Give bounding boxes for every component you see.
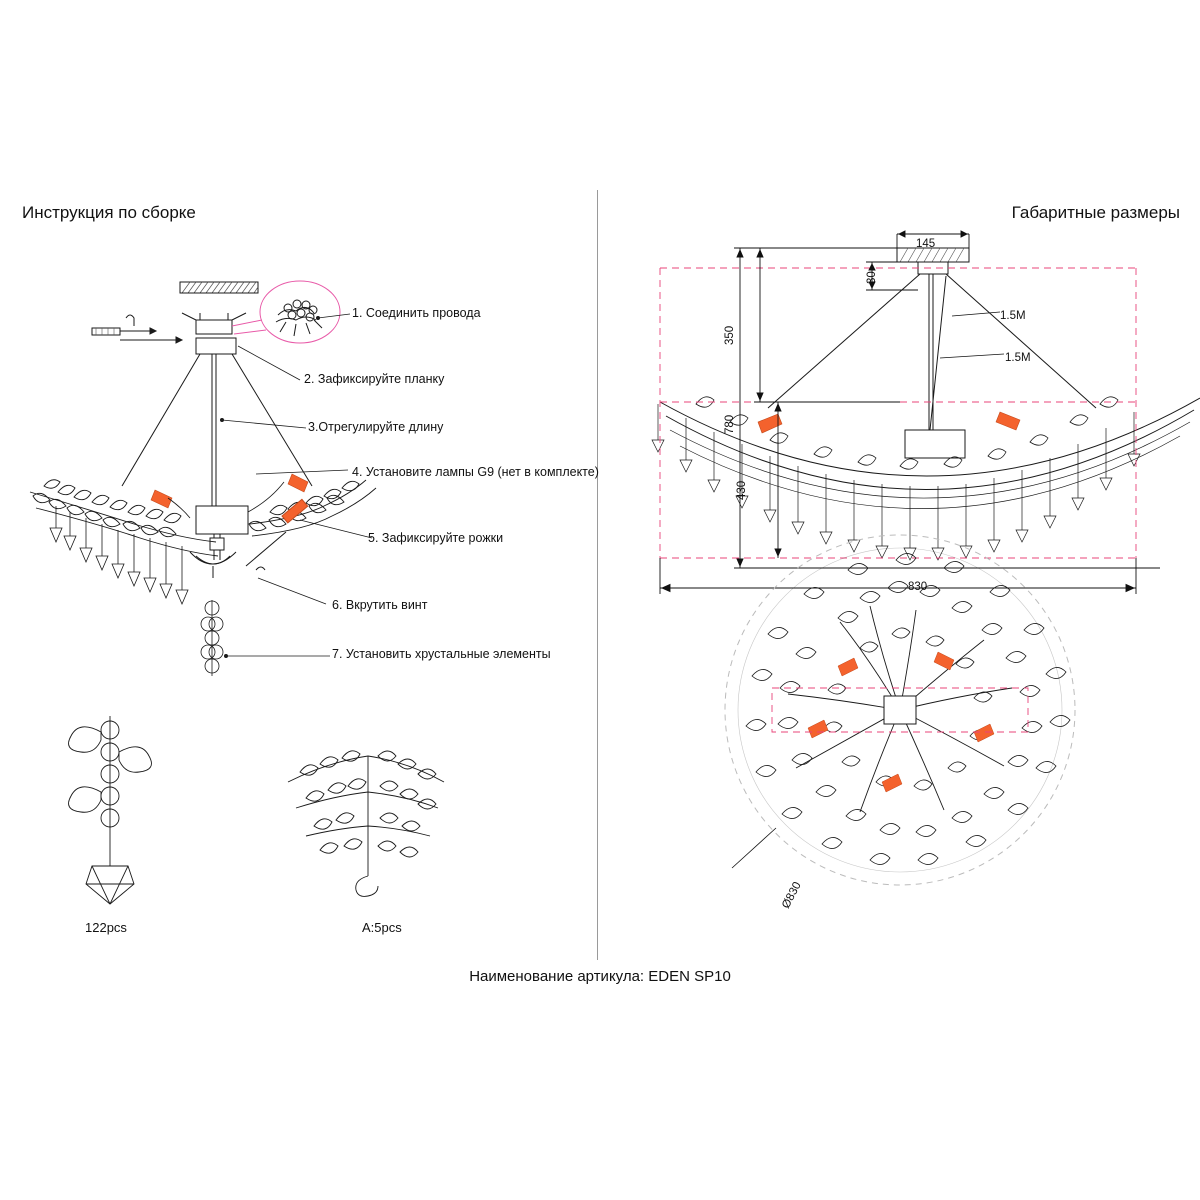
dim-body-height: 430 <box>736 480 748 500</box>
dim-total-height: 780 <box>724 414 736 434</box>
page-title-dimensions: Габаритные размеры <box>1011 203 1180 222</box>
step-4: 4. Установите лампы G9 (нет в комплекте) <box>352 465 599 479</box>
step-2: 2. Зафиксируйте планку <box>304 372 445 386</box>
dim-top-plate-width: 145 <box>916 238 936 250</box>
assembly-diagram <box>0 0 600 960</box>
dim-overall-width: 830 <box>908 581 928 593</box>
step-5: 5. Зафиксируйте рожки <box>368 531 504 545</box>
dim-diameter: Ø830 <box>780 880 804 911</box>
dim-wire-1: 1.5M <box>1000 310 1026 322</box>
step-3: 3.Отрегулируйте длину <box>308 420 444 434</box>
part-caption-crystals: 122pcs <box>85 920 127 935</box>
page-title-assembly: Инструкция по сборке <box>22 203 196 222</box>
dim-suspension: 350 <box>724 325 736 345</box>
part-caption-branch: A:5pcs <box>362 920 402 935</box>
step-6: 6. Вкрутить винт <box>332 598 428 612</box>
article-name: Наименование артикула: EDEN SP10 <box>469 968 731 985</box>
step-1: 1. Соединить провода <box>352 306 481 320</box>
dim-canopy-height: 30 <box>866 271 878 284</box>
dim-wire-2: 1.5M <box>1005 352 1031 364</box>
dimension-diagram <box>600 190 1200 970</box>
step-7: 7. Установить хрустальные элементы <box>332 647 551 661</box>
